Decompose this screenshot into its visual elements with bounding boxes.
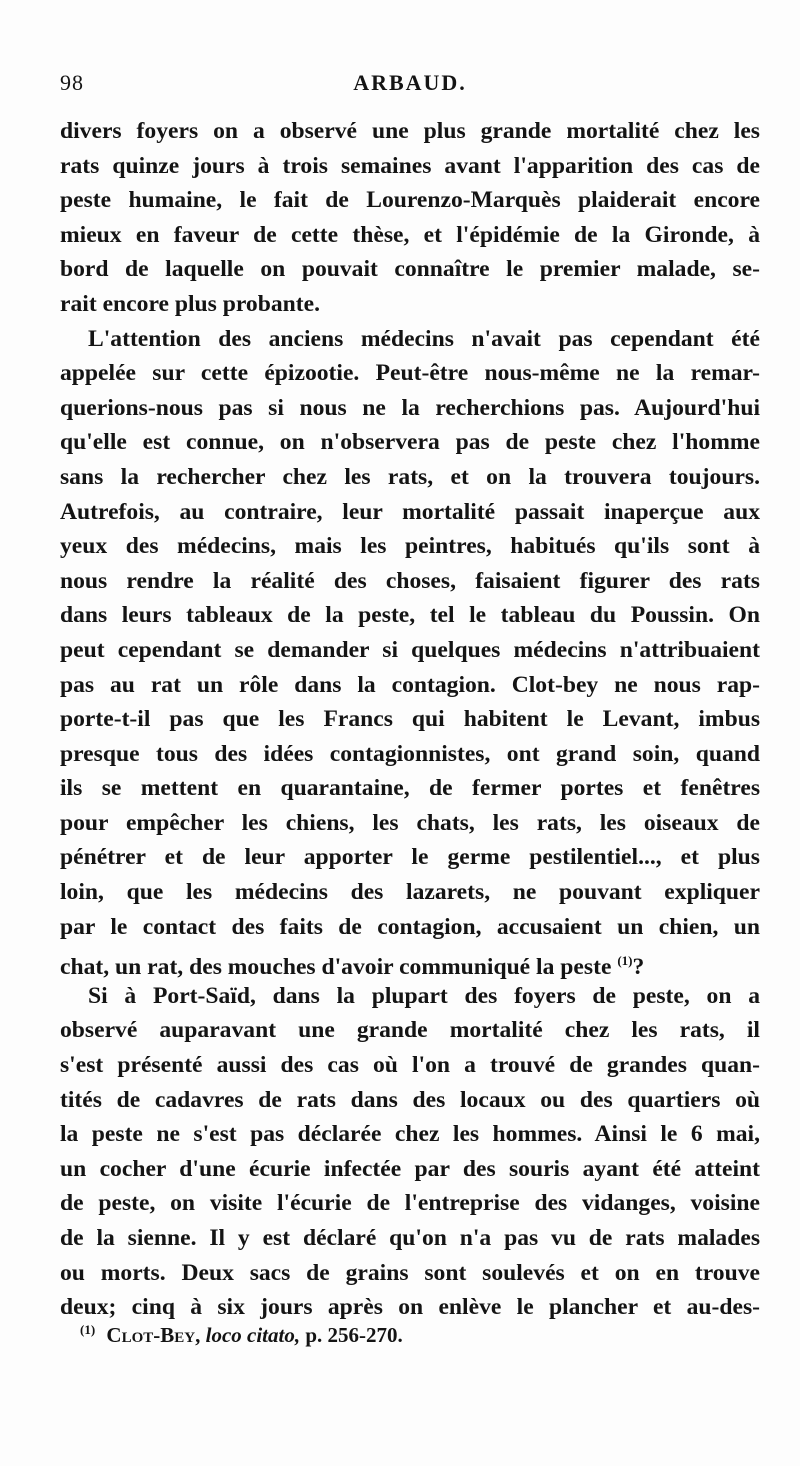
text-line: pas au rat un rôle dans la contagion. Clot-bey ne nous rap- bbox=[60, 671, 760, 698]
footnote bbox=[80, 1322, 760, 1348]
text-line: sans la rechercher chez les rats, et on la trouvera toujours. bbox=[60, 463, 760, 490]
text-line: qu'elle est connue, on n'observera pas de peste chez l'homme bbox=[60, 429, 760, 456]
text-line: appelée sur cette épizootie. Peut-être nous-même ne la remar- bbox=[60, 360, 760, 387]
text-line: tités de cadavres de rats dans des locaux ou des quartiers où bbox=[60, 1086, 760, 1113]
text-line: porte-t-il pas que les Francs qui habitent le Levant, imbus bbox=[60, 706, 760, 733]
page-number: 98 bbox=[60, 70, 84, 95]
text-line: de la sienne. Il y est déclaré qu'on n'a pas vu de rats malades bbox=[60, 1225, 760, 1251]
text-line: de peste, on visite l'écurie de l'entreprise des vidanges, voisine bbox=[60, 1190, 760, 1217]
text-line-content: chat, un rat, des mouches d'avoir communiqué la peste bbox=[60, 954, 612, 979]
text-line: loin, que les médecins des lazarets, ne pouvant expliquer bbox=[60, 879, 760, 906]
footnote-mark: (1) bbox=[80, 1322, 96, 1337]
text-line: ils se mettent en quarantaine, de fermer portes et fenêtres bbox=[60, 775, 760, 802]
text-line: dans leurs tableaux de la peste, tel le tableau du Poussin. On bbox=[60, 602, 760, 629]
paragraph-start: Si à Port-Saïd, dans la plupart des foyers de peste, on a bbox=[88, 982, 760, 1009]
text-line: yeux des médecins, mais les peintres, habitués qu'ils sont à bbox=[60, 533, 760, 560]
page-header bbox=[60, 70, 760, 100]
text-line: nous rendre la réalité des choses, faisaient figurer des rats bbox=[60, 567, 760, 594]
text-line: mieux en faveur de cette thèse, et l'épidémie de la Gironde, à bbox=[60, 221, 760, 248]
text-line: deux; cinq à six jours après on enlève le plancher et au-des- bbox=[60, 1294, 760, 1321]
paragraph-start: L'attention des anciens médecins n'avait pas cependant été bbox=[88, 325, 760, 352]
text-line: Autrefois, au contraire, leur mortalité passait inaperçue aux bbox=[60, 498, 760, 525]
text-line: divers foyers on a observé une plus grande mortalité chez les bbox=[60, 118, 760, 144]
running-head: ARBAUD. bbox=[353, 70, 467, 95]
text-line: presque tous des idées contagionnistes, ont grand soin, quand bbox=[60, 740, 760, 767]
text-line: la peste ne s'est pas déclarée chez les hommes. Ainsi le 6 mai, bbox=[60, 1121, 760, 1148]
text-line: bord de laquelle on pouvait connaître le premier malade, se- bbox=[60, 256, 760, 283]
text-line: peste humaine, le fait de Lourenzo-Marquès plaiderait encore bbox=[60, 187, 760, 214]
text-line: rats quinze jours à trois semaines avant l'apparition des cas de bbox=[60, 152, 760, 179]
text-line: observé auparavant une grande mortalité chez les rats, il bbox=[60, 1017, 760, 1044]
text-line: s'est présenté aussi des cas où l'on a trouvé de grandes quan- bbox=[60, 1052, 760, 1079]
text-line-with-footnote-ref bbox=[60, 944, 760, 979]
footnote-title: loco citato, bbox=[205, 1323, 301, 1347]
text-line: un cocher d'une écurie infectée par des souris ayant été atteint bbox=[60, 1155, 760, 1182]
text-line: par le contact des faits de contagion, accusaient un chien, un bbox=[60, 913, 760, 940]
footnote-reference: (1) bbox=[617, 953, 633, 969]
body-text bbox=[60, 114, 760, 1325]
text-line: pour empêcher les chiens, les chats, les rats, les oiseaux de bbox=[60, 809, 760, 836]
text-line: pénétrer et de leur apporter le germe pestilentiel..., et plus bbox=[60, 844, 760, 871]
text-line: peut cependant se demander si quelques médecins n'attribuaient bbox=[60, 636, 760, 663]
text-line: rait encore plus probante. bbox=[60, 290, 320, 317]
footnote-pages: p. 256-270. bbox=[305, 1323, 403, 1347]
footnote-author: Clot-Bey, bbox=[106, 1323, 201, 1347]
text-line: ou morts. Deux sacs de grains sont soulevés et on en trouve bbox=[60, 1259, 760, 1286]
text-line: querions-nous pas si nous ne la recherchions pas. Aujourd'hui bbox=[60, 394, 760, 421]
line-end-punctuation: ? bbox=[632, 954, 645, 979]
